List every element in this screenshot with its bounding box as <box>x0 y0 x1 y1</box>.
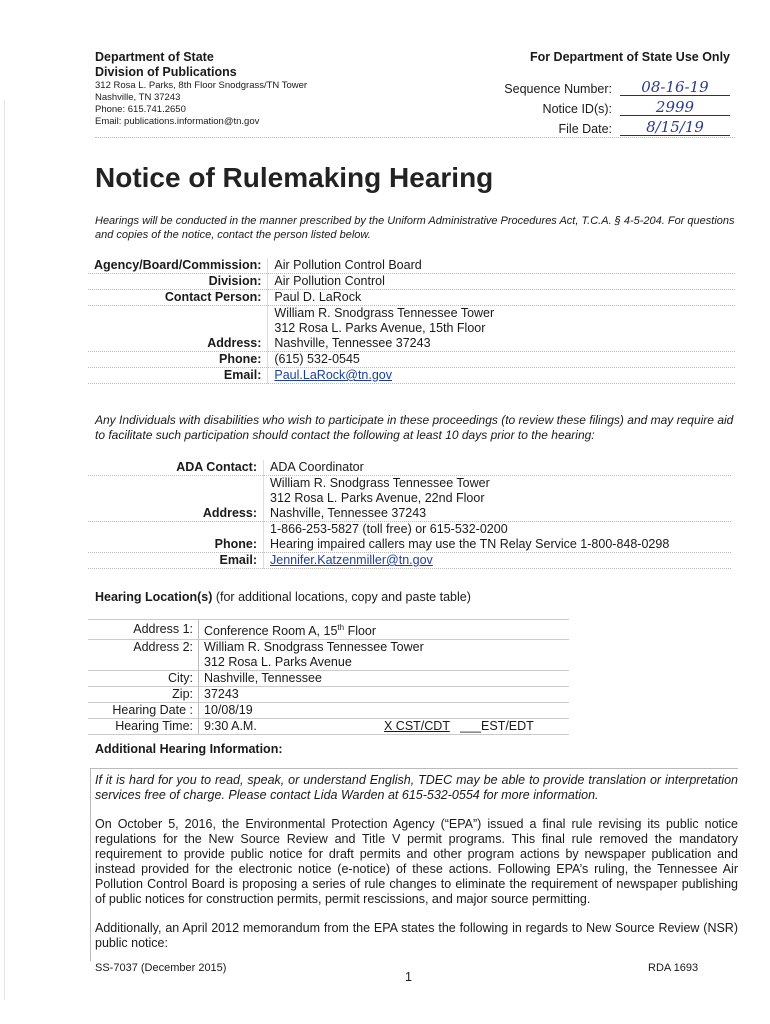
file-date-value: 8/15/19 <box>620 119 730 136</box>
email-label: Email: <box>88 368 268 384</box>
date-row <box>88 703 569 719</box>
city-row <box>88 671 569 687</box>
additional-info-box <box>90 768 738 961</box>
ada-phone-value <box>264 522 732 553</box>
ada-phone-label: Phone: <box>88 522 264 553</box>
file-date-label: File Date: <box>558 122 612 136</box>
agency-value: Air Pollution Control Board <box>268 258 736 274</box>
page-edge-line <box>4 100 5 1000</box>
notice-label: Notice ID(s): <box>542 102 612 116</box>
ada-contact-row <box>88 460 731 476</box>
office-use-block <box>480 50 730 136</box>
hearing-location-title: Hearing Location(s) <box>95 590 213 604</box>
notice-value: 2999 <box>620 99 730 116</box>
address-line: 312 Rosa L. Parks Avenue, 15th Floor <box>274 321 486 335</box>
address1-row <box>88 620 569 640</box>
header-divider <box>95 137 735 138</box>
dept-address: 312 Rosa L. Parks, 8th Floor Snodgrass/TN Tower <box>95 80 308 91</box>
ada-contact-value: ADA Coordinator <box>264 460 732 476</box>
hearing-location-heading <box>95 590 471 604</box>
address-line: 312 Rosa L. Parks Avenue <box>204 655 352 670</box>
date-label: Hearing Date : <box>88 703 199 719</box>
division-name: Division of Publications <box>95 65 237 79</box>
page-number: 1 <box>405 970 412 984</box>
address-value <box>268 306 736 352</box>
hearing-location-note: (for additional locations, copy and paste table) <box>212 590 471 604</box>
timezone-est: ___EST/EDT <box>460 719 534 734</box>
zip-row <box>88 687 569 703</box>
address-row <box>88 306 735 352</box>
ada-table <box>88 460 731 569</box>
address-line: William R. Snodgrass Tennessee Tower <box>274 306 495 320</box>
sequence-value: 08-16-19 <box>620 79 730 96</box>
phone-line: Hearing impaired callers may use the TN Relay Service 1-800-848-0298 <box>270 537 670 551</box>
address-line: Nashville, Tennessee 37243 <box>270 506 427 520</box>
division-value: Air Pollution Control <box>268 274 736 290</box>
agency-table <box>88 258 735 384</box>
zip-label: Zip: <box>88 687 199 703</box>
address1-post: Floor <box>344 624 377 639</box>
ada-contact-label: ADA Contact: <box>88 460 264 476</box>
ada-address-label: Address: <box>88 476 264 522</box>
address-line: 312 Rosa L. Parks Avenue, 22nd Floor <box>270 491 485 505</box>
phone-value: (615) 532-0545 <box>268 352 736 368</box>
dept-city: Nashville, TN 37243 <box>95 92 181 103</box>
agency-label: Agency/Board/Commission: <box>88 258 268 274</box>
office-use-title: For Department of State Use Only <box>529 50 730 64</box>
ada-address-value <box>264 476 732 522</box>
epa-rule-paragraph: On October 5, 2016, the Environmental Protection Agency (“EPA”) issued a final rule revising its public notice regulations for the New Source Review and Title V permit programs. This final rule removed the mandatory requirement to provide public notice for draft permits and other program actions by newspaper publication and instead provided for the electronic notice (e-notice) of these actions. Following EPA’s ruling, the Tennessee Air Pollution Control Board is proposing a series of rule changes to eliminate the requirement of newspaper publishing of public notices for construction permits, permit rescissions, and major source permitting. <box>95 817 738 906</box>
timezone-cst: X CST/CDT <box>384 719 450 734</box>
address2-label: Address 2: <box>88 640 199 671</box>
sequence-number-field <box>480 76 730 96</box>
phone-row <box>88 352 735 368</box>
zip-value: 37243 <box>199 687 570 703</box>
notice-id-field <box>480 96 730 116</box>
address-line: William R. Snodgrass Tennessee Tower <box>270 476 490 490</box>
city-value: Nashville, Tennessee <box>199 671 570 687</box>
page-title: Notice of Rulemaking Hearing <box>95 162 494 193</box>
ada-email-link[interactable]: Jennifer.Katzenmiller@tn.gov <box>270 553 433 567</box>
date-value: 10/08/19 <box>199 703 570 719</box>
address2-row <box>88 640 569 671</box>
dept-header <box>95 50 425 128</box>
address-line: Nashville, Tennessee 37243 <box>274 336 431 350</box>
dept-email: Email: publications.information@tn.gov <box>95 116 260 127</box>
contact-row <box>88 290 735 306</box>
contact-email-link[interactable]: Paul.LaRock@tn.gov <box>274 368 393 382</box>
sequence-label: Sequence Number: <box>504 82 612 96</box>
phone-line: 1-866-253-5827 (toll free) or 615-532-0200 <box>270 522 508 536</box>
form-number: SS-7037 (December 2015) <box>95 962 227 974</box>
ada-address-row <box>88 476 731 522</box>
hearing-location-table <box>88 619 569 735</box>
ada-phone-row <box>88 522 731 553</box>
time-row <box>88 719 569 735</box>
address1-label: Address 1: <box>88 620 199 640</box>
rda-number: RDA 1693 <box>648 962 699 974</box>
ada-note: Any Individuals with disabilities who wish to participate in these proceedings (to review these filings) and may require aid to facilitate such participation should contact the following at least 10 days prior to the hearing: <box>95 413 734 442</box>
email-row <box>88 368 735 384</box>
address1-sup: th <box>337 623 345 632</box>
division-row <box>88 274 735 290</box>
timezone-options <box>379 719 569 735</box>
ada-email-row <box>88 553 731 569</box>
division-label: Division: <box>88 274 268 290</box>
ada-email-label: Email: <box>88 553 264 569</box>
contact-label: Contact Person: <box>88 290 268 306</box>
memo-paragraph: Additionally, an April 2012 memorandum from the EPA states the following in regards to New Source Review (NSR) public notice: <box>95 921 738 950</box>
intro-text: Hearings will be conducted in the manner prescribed by the Uniform Administrative Procedures Act, T.C.A. § 4-5-204. For questions and copies of the notice, contact the person listed below. <box>95 215 735 241</box>
address1-value <box>199 620 570 640</box>
agency-row <box>88 258 735 274</box>
file-date-field <box>480 116 730 136</box>
phone-label: Phone: <box>88 352 268 368</box>
time-label: Hearing Time: <box>88 719 199 735</box>
contact-value: Paul D. LaRock <box>268 290 736 306</box>
translation-paragraph: If it is hard for you to read, speak, or understand English, TDEC may be able to provide translation or interpretation services free of charge. Please contact Lida Warden at 615-532-0554 for more information. <box>95 773 738 802</box>
dept-name: Department of State <box>95 50 214 64</box>
city-label: City: <box>88 671 199 687</box>
address1-text: Conference Room A, 15 <box>204 624 338 639</box>
additional-info-heading: Additional Hearing Information: <box>95 742 283 756</box>
time-value: 9:30 A.M. <box>199 719 380 735</box>
address2-value <box>199 640 570 671</box>
address-label: Address: <box>88 306 268 352</box>
address-line: William R. Snodgrass Tennessee Tower <box>204 640 424 655</box>
dept-phone: Phone: 615.741.2650 <box>95 104 186 115</box>
